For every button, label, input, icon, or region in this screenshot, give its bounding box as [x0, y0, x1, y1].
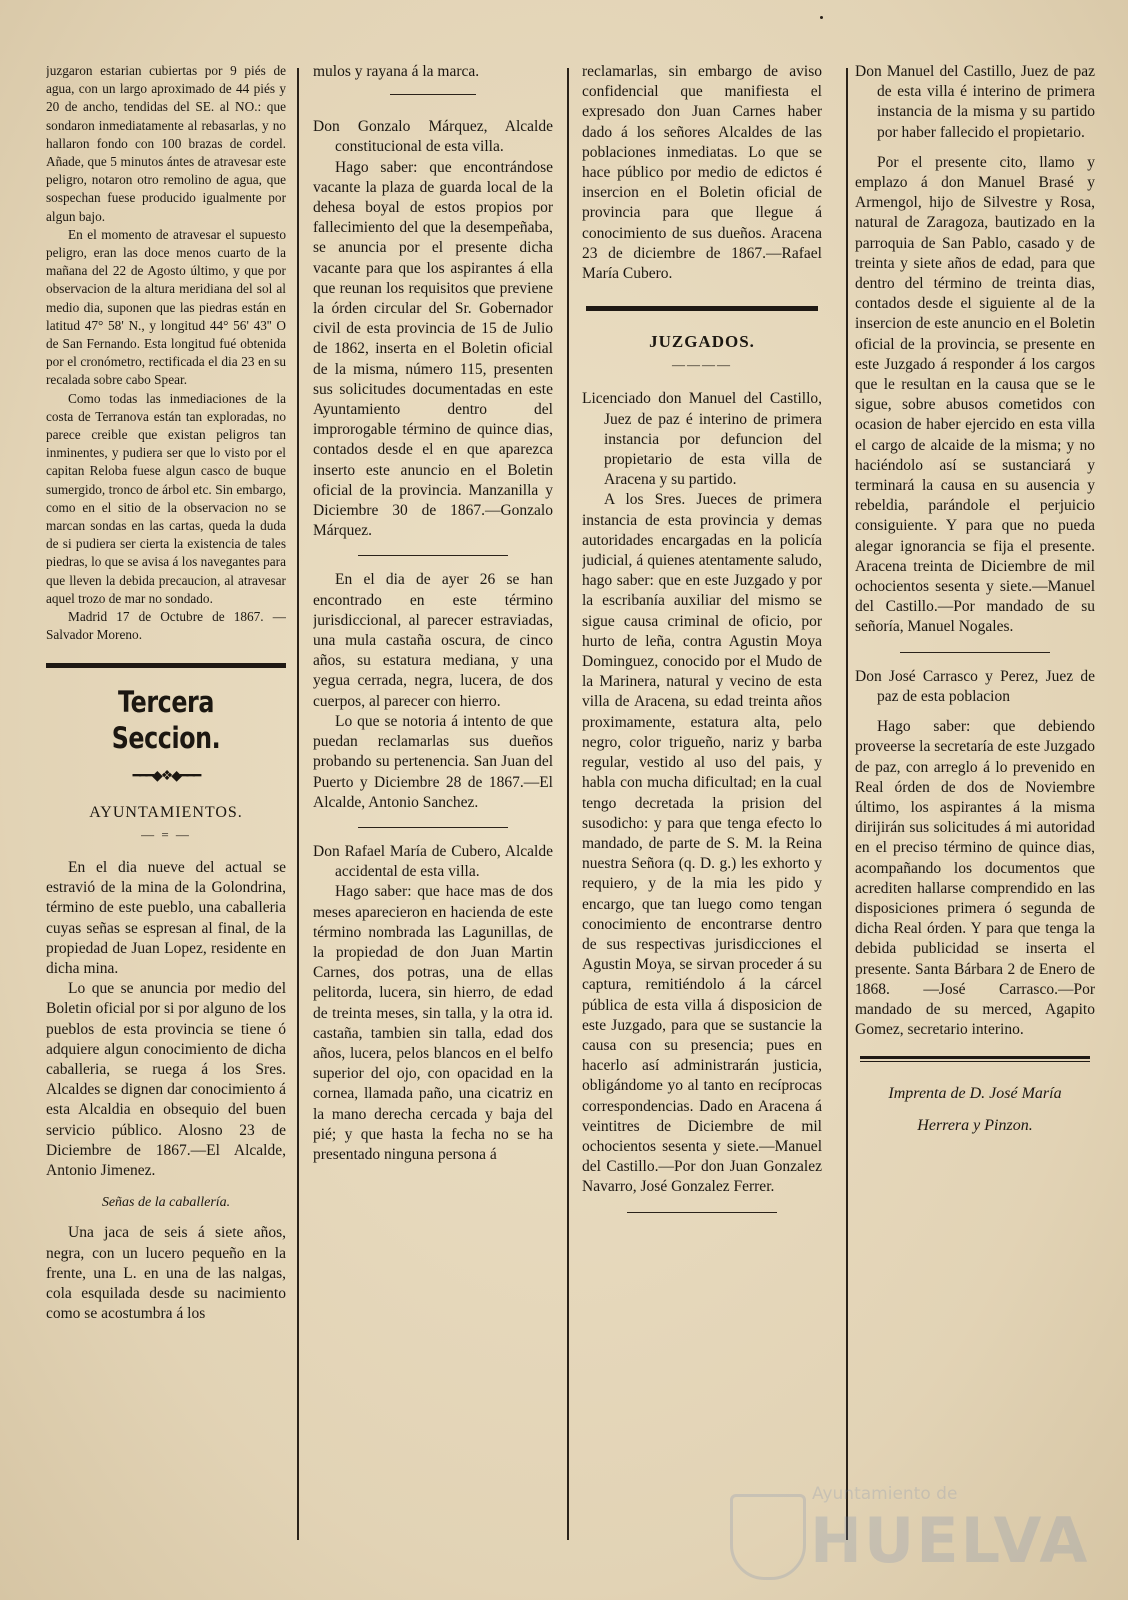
- notice-header: Don José Carrasco y Perez, Juez de paz de esta poblacion: [855, 667, 1095, 705]
- notice-header: Don Rafael María de Cubero, Alcalde accidental de esta villa.: [313, 842, 553, 881]
- notice-header: Don Manuel del Castillo, Juez de paz de esta villa é interino de primera instancia de la misma y su partido por haber fallecido el propietario.: [855, 63, 1095, 141]
- speck: [820, 16, 823, 19]
- short-divider: [358, 827, 508, 828]
- paragraph: En el momento de atravesar el supuesto peligro, eran las doce menos cuarto de la mañana del 22 de Agosto último, y que por observacion de la altura meridiana del sol al medio dia, suponen que las piedras están en latitud 47° 58' N., y longitud 44° 56' 43'' O de San Fernando. Esta longitud fué obtenida por el cronómetro, rectificada el dia 23 en su recalada sobre cabo Spear.: [46, 226, 286, 388]
- watermark-line: HUELVA: [810, 1504, 1090, 1577]
- notice-body: En el dia de ayer 26 se han encontrado en este término jurisdiccional, al parecer estraviadas, una mula castaña oscura, de cinco años, su estatura mediana, y una yegua cerrada, negra, lucera, de dos cuerpos, al parecer con hierro.: [313, 571, 553, 710]
- paragraph: Como todas las inmediaciones de la costa de Terranova están tan exploradas, no parece creible que existan peligros tan inminentes, y pudiera ser que lo visto por el capitan Reloba fuese algun casco de buque sumergido, tronco de árbol etc. Sin embargo, como en el sitio de la observacion no se marcan sondas en las cartas, queda la duda de si pudiera ser cierta la existencia de tales piedras, lo que se avisa á los navegantes para que lleven la debida precaucion, al atravesar aquel trozo de mar no sondado.: [46, 390, 286, 606]
- short-dash-divider: ————: [672, 357, 732, 373]
- short-divider: [358, 555, 508, 556]
- column-4: [855, 62, 1095, 1542]
- column-rule: [567, 68, 569, 1540]
- short-divider: [900, 652, 1050, 653]
- senas-text: Una jaca de seis á siete años, negra, con un lucero pequeño en la frente, una L. en una de las nalgas, cola esquilada desde su nacimiento como se acostumbra á los: [46, 1224, 286, 1323]
- notice-body: Hago saber: que debiendo proveerse la secretaría de este Juzgado de paz, con arreglo á lo prevenido en Real órden de dos de Noviembre último, los aspirantes á la misma dirijirán sus solicitudes á mi autoridad en el preciso término de quince dias, acompañando los documentos que acrediten hallarse comprendido en las disposiciones primera ó segunda de dicha Real órden. Y para que tenga la debida publicidad se inserta el presente. Santa Bárbara 2 de Enero de 1868. —José Carrasco.—Por mandado de su merced, Agapito Gomez, secretario interino.: [855, 718, 1095, 1039]
- short-dash-divider: — = —: [141, 826, 191, 842]
- column-2: [313, 62, 553, 1542]
- notice-paragraph: En el dia nueve del actual se estravió de la mina de la Golondrina, término de este pueblo, una caballeria cuyas señas se espresan al final, de la propiedad de Juan Lopez, residente en dicha mina.: [46, 858, 286, 977]
- continued-text: juzgaron estarian cubiertas por 9 piés de agua, con un largo aproximado de 44 piés y 20 de ancho, tendidas del SE. al NO.: que sondaron inmediatamente al rebasarlas, y no hallaron fondo con 100 brazas de cordel. Añade, que 5 minutos ántes de atravesar este peligro, notaron otro remolino de agua, que sospechan fuese producido igualmente por algun bajo.: [46, 63, 286, 224]
- column-rule: [297, 68, 299, 1540]
- signature-line: Madrid 17 de Octubre de 1867. —Salvador Moreno.: [46, 609, 286, 643]
- notice-header: Don Gonzalo Márquez, Alcalde constitucional de esta villa.: [313, 118, 553, 156]
- imprint-line: Imprenta de D. José María: [888, 1085, 1062, 1103]
- column-1: [46, 62, 286, 1542]
- watermark-line: Ayuntamiento de: [812, 1484, 958, 1504]
- notice-body: Hago saber: que encontrándose vacante la plaza de guarda local de la dehesa boyal de estos propios por fallecimiento del que la desempeñaba, se anuncia por el presente dicha vacante para que los aspirantes á ella que reunan los requisitos que previene la órden circular del Sr. Gobernador civil de esta provincia de 15 de Julio de 1862, inserta en el Boletin oficial de la misma, número 115, presenten sus solicitudes documentadas en este Ayuntamiento dentro del improrogable término de quince dias, contados desde el en que aparezca inserto este anuncio en el Boletin oficial de la provincia. Manzanilla y Diciembre 30 de 1867.—Gonzalo Márquez.: [313, 158, 553, 540]
- short-divider: [390, 94, 476, 95]
- watermark: [730, 1478, 1090, 1588]
- subheading-juzgados: JUZGADOS.: [649, 332, 755, 352]
- shield-icon: [730, 1494, 806, 1580]
- column-rule: [846, 68, 848, 1540]
- notice-body: Por el presente cito, llamo y emplazo á don Manuel Brasé y Armengol, hijo de Silvestre y Rosa, natural de Zaragoza, bautizado en la parroquia de San Pablo, casado y de treinta y siete años de edad, para que dentro del término de treinta dias, contados desde el siguiente al de la insercion de este anuncio en el Boletin oficial de la provincia, se presente en este Juzgado á responder á los cargos que le resultan en la causa que se le sigue, sobre abusos cometidos con ocasion de haber ejercido en esta villa el cargo de alcaide de la misma; y no haciéndolo así se sustanciará y terminará la causa en su ausencia y rebeldia, parándole el perjuicio consiguiente. Y para que no pueda alegar ignorancia se fija el presente. Aracena treinta de Diciembre de mil ochocientos sesenta y siete.—Manuel del Castillo.—Por mandado de su señoría, Manuel Nogales.: [855, 153, 1095, 636]
- continued-text: reclamarlas, sin embargo de aviso confidencial que manifiesta el expresado don Juan Carnes haber dado á los señores Alcaldes de las poblaciones inmediatas. Lo que se hace público por medio de edictos é insercion en el Boletin oficial de provincia para que llegue á conocimiento de sus dueños. Aracena 23 de diciembre de 1867.—Rafael María Cubero.: [582, 63, 822, 283]
- senas-heading: Señas de la caballería.: [101, 1195, 231, 1211]
- notice-body: A los Sres. Jueces de primera instancia de esta provincia y demas autoridades encargadas en la policía judicial, á quienes atentamente saludo, hago saber: que en este Juzgado y por la escribanía auxiliar del mismo se sigue causa criminal de oficio, por hurto de leña, contra Agustin Moya Dominguez, conocido por el Mudo de la Marinera, natural y vecino de esta villa de Aracena, su edad treinta años proximamente, estatura alta, pelo negro, color trigueño, nariz y barba regular, vestido al uso del pais, y habla con mucha dificultad; en la cual tengo decretada la prision del susodicho: y para que tenga efecto lo mandado, de parte de S. M. la Reina nuestra Señora (q. D. g.) les exhorto y requiero, y de la mia les pido y encargo, que tan luego como tengan conocimiento de encontrarse dentro de sus respectivas jurisdicciones el Agustin Moya, se sirvan proceder á su captura, remitiéndolo á la cárcel pública de esta villa á disposicion de este Juzgado, para que se sustancie la causa con su presencia; pues en hacerlo así administrarán justicia, obligándome yo al tanto en recíprocas correspondencias. Dado en Aracena á veintitres de Diciembre de mil ochocientos sesenta y siete.—Manuel del Castillo.—Por don Juan Gonzalez Navarro, José Gonzalez Ferrer.: [582, 491, 822, 1196]
- ornament-divider-icon: ━━━◆❖◆━━━: [132, 768, 200, 784]
- notice-header: Licenciado don Manuel del Castillo, Juez de paz é interino de primera instancia por defuncion del propietario de esta villa de Aracena y su partido.: [582, 390, 822, 489]
- continued-text: mulos y rayana á la marca.: [313, 63, 480, 80]
- column-3: [582, 62, 822, 1542]
- subheading-ayuntamientos: AYUNTAMIENTOS.: [89, 803, 243, 821]
- notice-paragraph: Lo que se anuncia por medio del Boletin oficial por si por alguno de los pueblos de esta provincia se tiene ó adquiere algun conocimiento de dicha caballeria, se ruega á los Sres. Alcaldes se dignen dar conocimiento á esta Alcaldia en obsequio del buen servicio público. Alosno 23 de Diciembre de 1867.—El Alcalde, Antonio Jimenez.: [46, 980, 286, 1179]
- section-divider: [46, 663, 286, 668]
- notice-body: Hago saber: que hace mas de dos meses aparecieron en hacienda de este término nombrada las Lagunillas, de la propiedad de don Juan Martin Carnes, dos potras, una de ellas pelitorda, lucera, sin hierro, de edad de treinta meses, sin talla, y la otra id. castaña, tambien sin talla, edad dos años, lucera, pelos blancos en el belfo superior del ojo, con opacidad en la cornea, llamada paño, una cicatriz en la mano derecha cercada y baja del pié; y que hasta la fecha no se ha presentado ninguna persona á: [313, 883, 553, 1163]
- section-divider: [586, 306, 818, 311]
- imprint-divider: [860, 1056, 1090, 1062]
- notice-body: Lo que se notoria á intento de que puedan reclamarlas sus dueños probando su pertenencia. San Juan del Puerto y Diciembre 28 de 1867.—El Alcalde, Antonio Sanchez.: [313, 712, 553, 811]
- section-title: Tercera Seccion.: [111, 684, 221, 755]
- imprint-line: Herrera y Pinzon.: [917, 1117, 1033, 1135]
- short-divider: [627, 1212, 777, 1213]
